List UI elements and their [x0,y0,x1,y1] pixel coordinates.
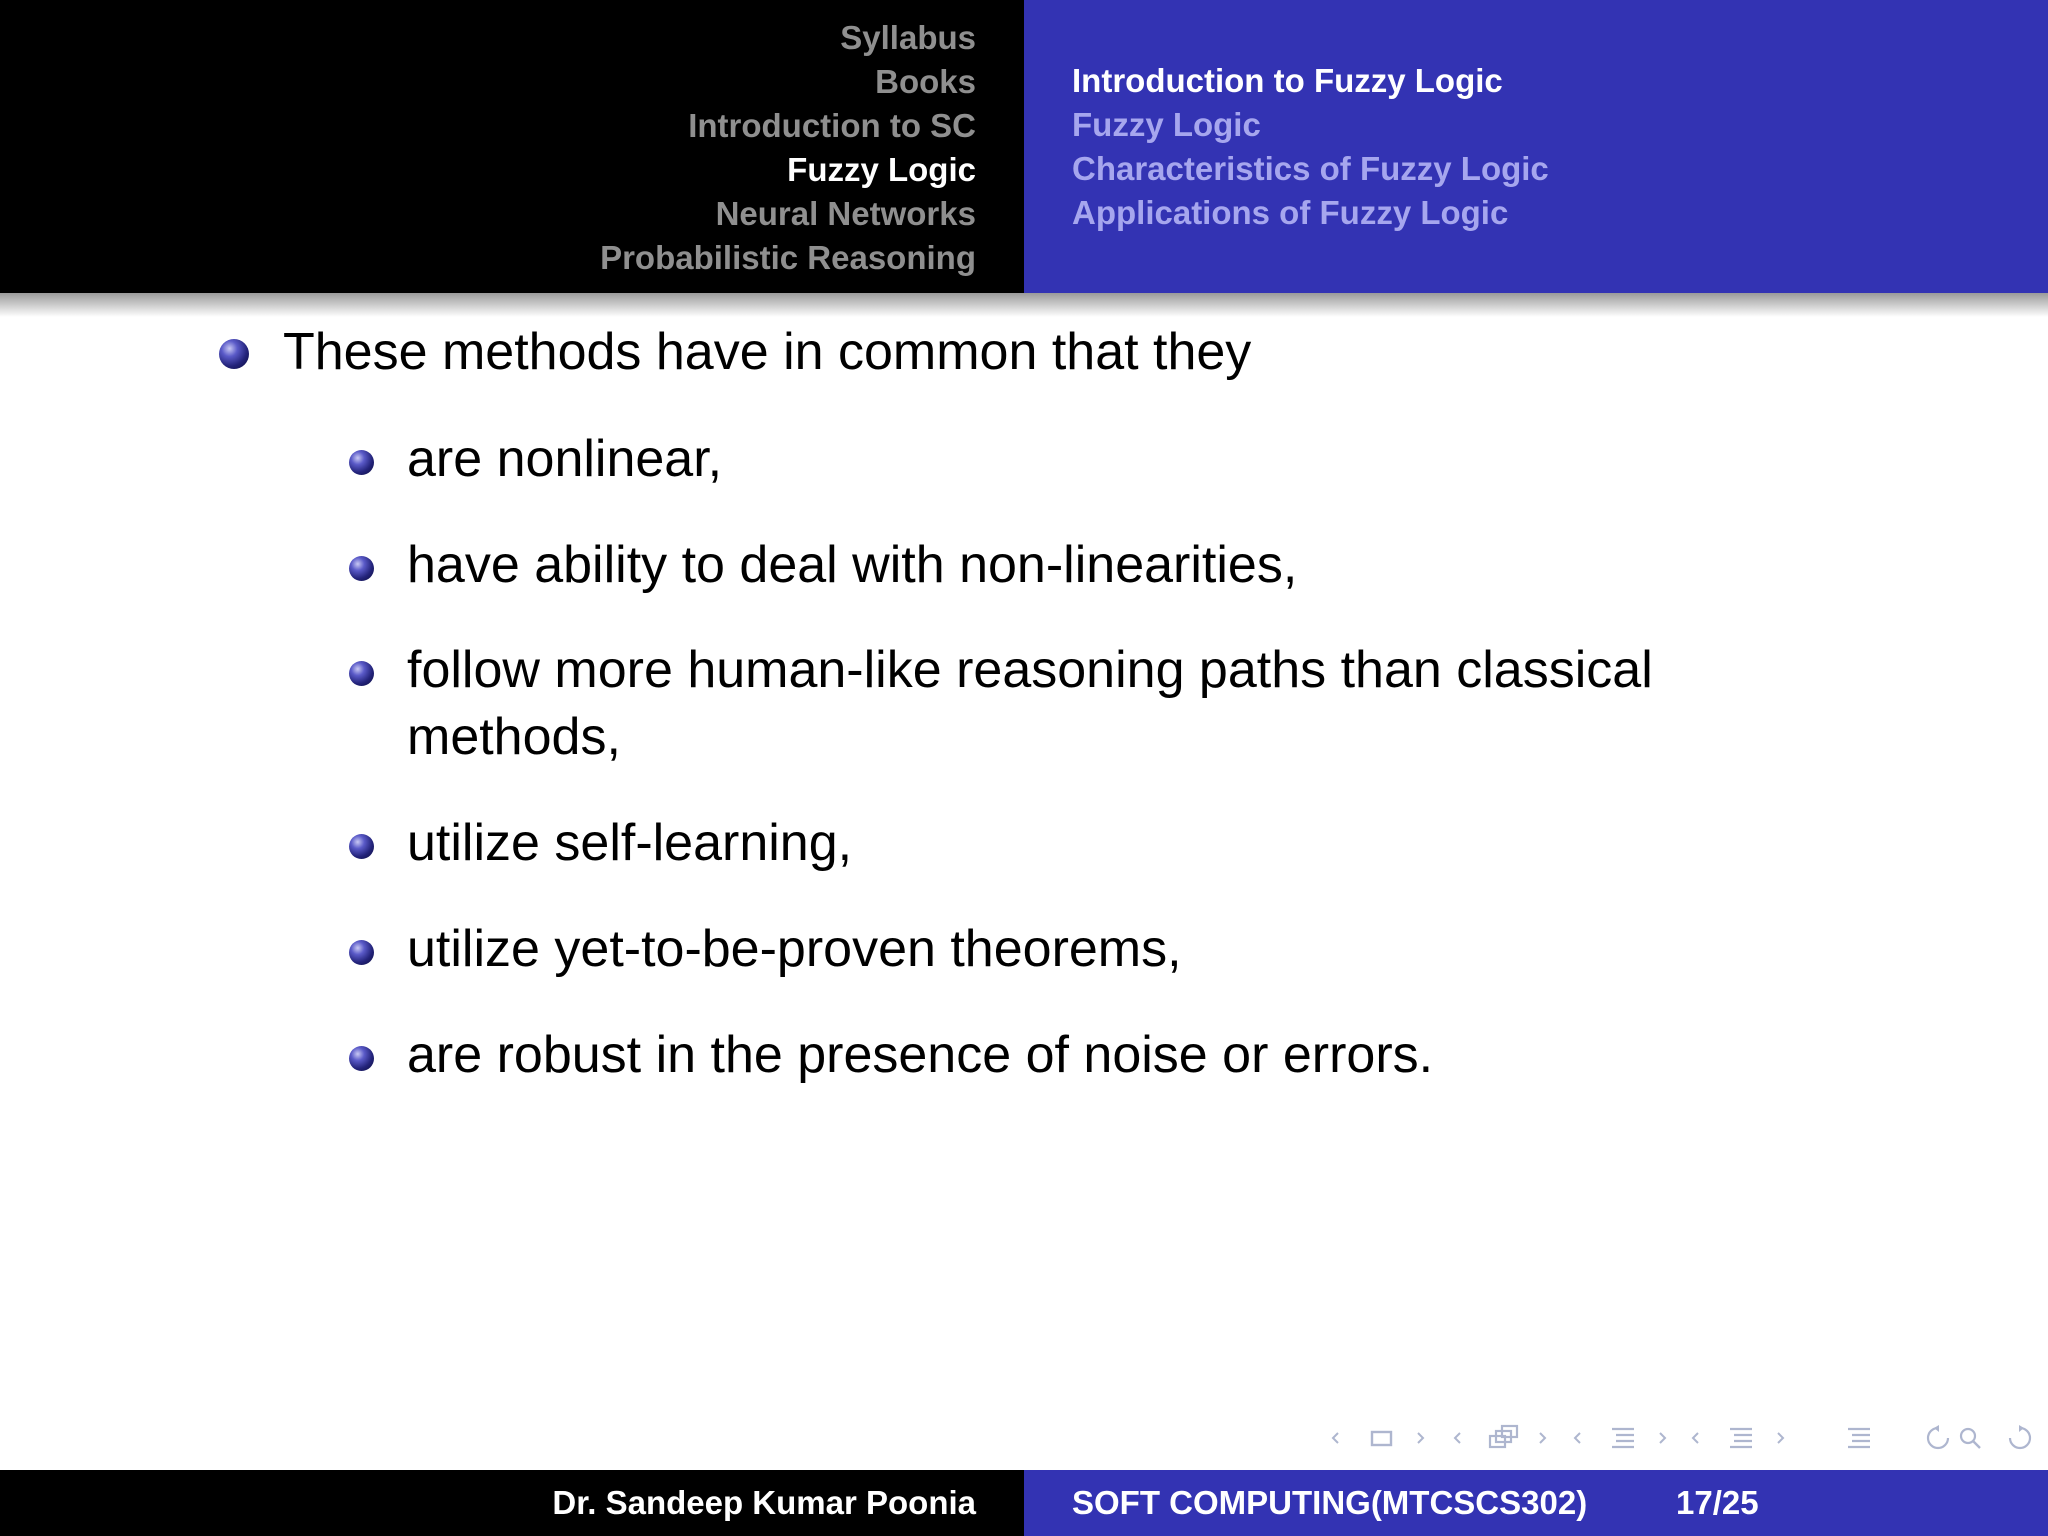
footer-title-panel [1024,1470,2048,1536]
sub-bullet-text: have ability to deal with non-linearities, [407,536,1298,594]
section-books[interactable]: Books [875,63,976,100]
footer-author-panel [0,1470,1024,1536]
section-nav-icon[interactable] [1690,1424,1786,1452]
sub-bullet-icon [349,834,374,859]
footer-author: Dr. Sandeep Kumar Poonia [552,1484,976,1521]
main-bullet-icon [219,339,249,369]
header-shadow [0,293,2048,317]
section-probabilistic-reasoning[interactable]: Probabilistic Reasoning [600,239,976,276]
document-nav-icon[interactable] [1842,1424,1882,1452]
frame-nav-icon[interactable] [1452,1424,1548,1452]
subsection-characteristics-of-fuzzy-logic[interactable]: Characteristics of Fuzzy Logic [1072,150,1549,187]
sub-bullet-text: are nonlinear, [407,430,723,488]
subsection-nav-panel [1024,0,2048,293]
footer-page-number: 17/25 [1676,1484,1759,1521]
footer-title: SOFT COMPUTING(MTCSCS302) [1072,1484,1588,1521]
subsection-introduction-to-fuzzy-logic[interactable]: Introduction to Fuzzy Logic [1072,62,1503,99]
subsection-nav-icon[interactable] [1572,1424,1668,1452]
section-nav [600,16,976,280]
subsection-nav [1072,59,1549,235]
undo-search-icons[interactable] [1924,1424,2034,1452]
subsection-fuzzy-logic[interactable]: Fuzzy Logic [1072,106,1261,143]
sub-bullet-text: utilize yet-to-be-proven theorems, [407,920,1182,978]
sub-bullet-text: utilize self-learning, [407,814,853,872]
section-syllabus[interactable]: Syllabus [840,19,976,56]
section-nav-panel [0,0,1024,293]
sub-bullet-icon [349,1046,374,1071]
section-neural-networks[interactable]: Neural Networks [715,195,976,232]
sub-bullet-icon [349,450,374,475]
sub-bullet-text-continuation: methods, [407,708,621,766]
sub-bullet-text: follow more human-like reasoning paths than classical [407,641,1653,699]
beamer-navigation-symbols [1330,1424,2040,1452]
slide-nav-icon[interactable] [1330,1424,1426,1452]
slide-header [0,0,2048,293]
main-bullet-text: These methods have in common that they [283,323,1252,381]
section-introduction-to-sc[interactable]: Introduction to SC [688,107,976,144]
subsection-applications-of-fuzzy-logic[interactable]: Applications of Fuzzy Logic [1072,194,1509,231]
sub-bullet-icon [349,556,374,581]
sub-bullet-icon [349,940,374,965]
section-fuzzy-logic[interactable]: Fuzzy Logic [787,151,976,188]
sub-bullet-text: are robust in the presence of noise or errors. [407,1026,1434,1084]
sub-bullet-icon [349,661,374,686]
